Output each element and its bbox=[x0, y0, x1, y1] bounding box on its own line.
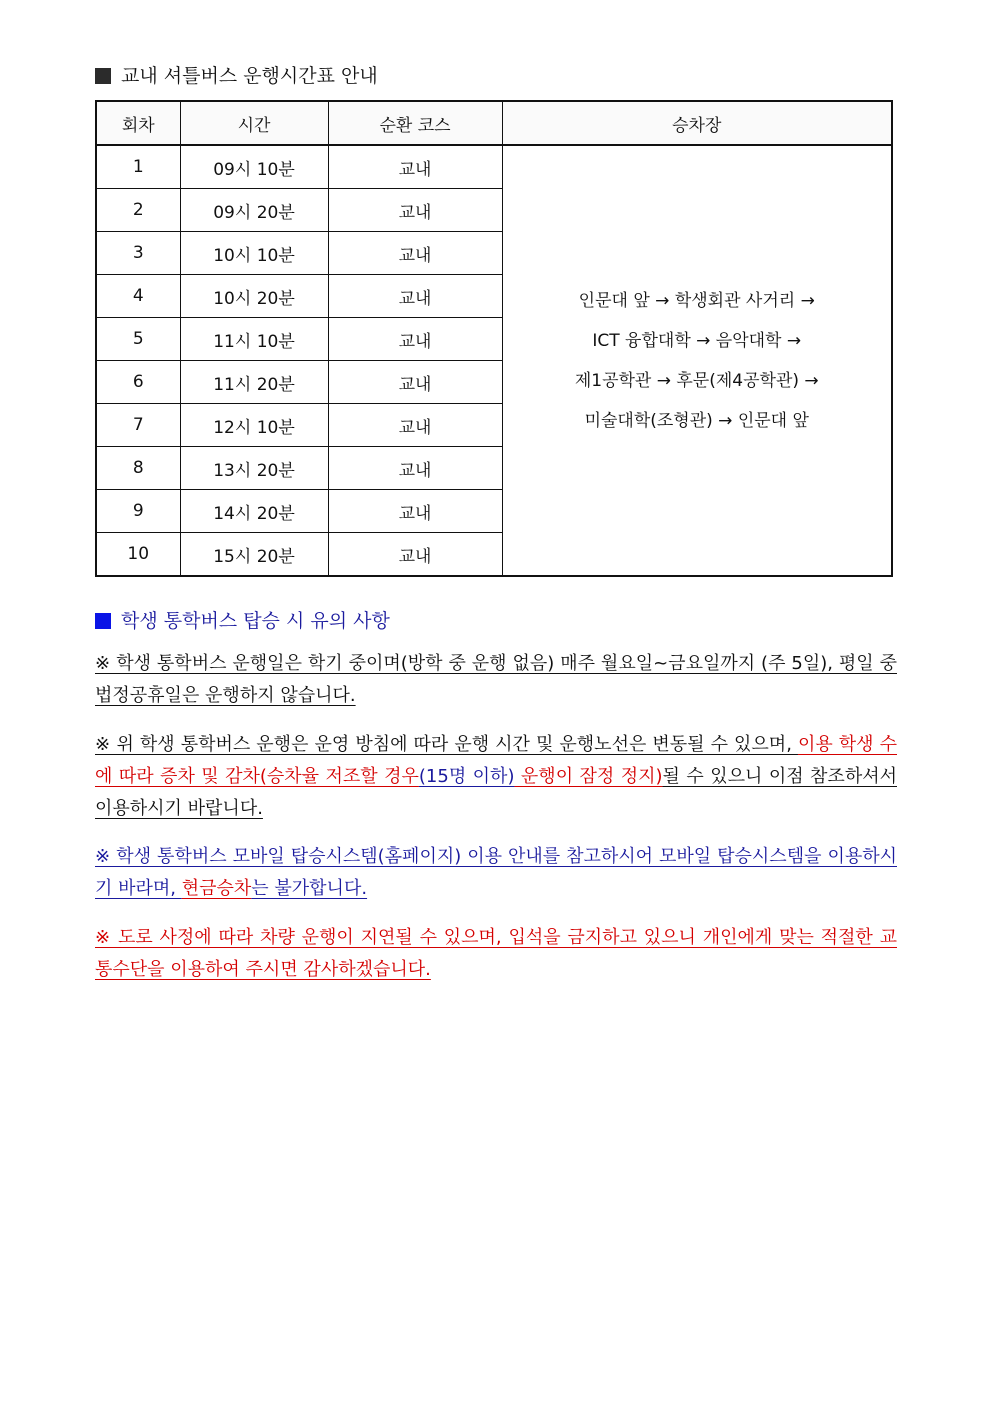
route-line: 미술대학(조형관) → 인문대 앞 bbox=[584, 410, 809, 431]
note2-part-e: 될 수 있으니 이점 참조하셔서 이용하시기 바랍니다. bbox=[95, 766, 897, 819]
time-cell: 11시 10분 bbox=[180, 318, 328, 361]
round-cell: 10 bbox=[96, 533, 180, 577]
round-cell: 9 bbox=[96, 490, 180, 533]
header-stop: 승차장 bbox=[502, 101, 892, 145]
route-line: 제1공학관 → 후문(제4공학관) → bbox=[574, 370, 819, 391]
course-cell: 교내 bbox=[328, 189, 502, 232]
round-cell: 8 bbox=[96, 447, 180, 490]
notice-section-title bbox=[95, 609, 390, 633]
round-cell: 5 bbox=[96, 318, 180, 361]
course-cell: 교내 bbox=[328, 145, 502, 189]
time-cell: 14시 20분 bbox=[180, 490, 328, 533]
route-line: ICT 융합대학 → 음악대학 → bbox=[592, 330, 802, 351]
header-course: 순환 코스 bbox=[328, 101, 502, 145]
note3-part-a: ※ 학생 통학버스 모바일 탑승시스템(홈페이지) 이용 안내를 참고하시어 모바일 탑승시스템을 이용하시기 바라며, bbox=[95, 846, 897, 899]
header-round: 회차 bbox=[96, 101, 180, 145]
note2-part-b: 이용 학생 수에 따라 증차 및 감차(승차율 저조할 경우 bbox=[95, 734, 897, 787]
shuttle-section-title bbox=[95, 64, 378, 88]
round-cell: 6 bbox=[96, 361, 180, 404]
header-time: 시간 bbox=[180, 101, 328, 145]
time-cell: 15시 20분 bbox=[180, 533, 328, 577]
note2-part-d: 운행이 잠정 정지) bbox=[514, 766, 663, 787]
round-cell: 7 bbox=[96, 404, 180, 447]
time-cell: 13시 20분 bbox=[180, 447, 328, 490]
notice-mobile-boarding bbox=[95, 841, 897, 905]
note2-part-a: ※ 위 학생 통학버스 운행은 운영 방침에 따라 운행 시간 및 운행노선은 변동될 수 있으며, bbox=[95, 734, 798, 755]
note4-text: ※ 도로 사정에 따라 차량 운행이 지연될 수 있으며, 입석을 금지하고 있으니 개인에게 맞는 적절한 교통수단을 이용하여 주시면 감사하겠습니다. bbox=[95, 927, 897, 980]
route-line: 인문대 앞 → 학생회관 사거리 → bbox=[578, 290, 815, 311]
course-cell: 교내 bbox=[328, 533, 502, 577]
note3-part-b: 현금승차 bbox=[181, 878, 252, 899]
course-cell: 교내 bbox=[328, 275, 502, 318]
round-cell: 3 bbox=[96, 232, 180, 275]
round-cell: 1 bbox=[96, 145, 180, 189]
notice-schedule-changes bbox=[95, 729, 897, 825]
notice-road-conditions bbox=[95, 922, 897, 986]
round-cell: 4 bbox=[96, 275, 180, 318]
blue-square-bullet bbox=[95, 613, 111, 629]
notice-title-text: 학생 통학버스 탑승 시 유의 사항 bbox=[121, 610, 390, 632]
route-cell bbox=[502, 145, 892, 576]
course-cell: 교내 bbox=[328, 232, 502, 275]
black-square-bullet bbox=[95, 68, 111, 84]
note1-text: ※ 학생 통학버스 운행일은 학기 중이며(방학 중 운행 없음) 매주 월요일~금요일까지 (주 5일), 평일 중 법정공휴일은 운행하지 않습니다. bbox=[95, 653, 897, 706]
notice-operating-days bbox=[95, 648, 897, 712]
time-cell: 10시 10분 bbox=[180, 232, 328, 275]
time-cell: 09시 20분 bbox=[180, 189, 328, 232]
course-cell: 교내 bbox=[328, 447, 502, 490]
course-cell: 교내 bbox=[328, 490, 502, 533]
time-cell: 12시 10분 bbox=[180, 404, 328, 447]
table-row bbox=[96, 145, 892, 189]
course-cell: 교내 bbox=[328, 404, 502, 447]
time-cell: 09시 10분 bbox=[180, 145, 328, 189]
table-header-row bbox=[96, 101, 892, 145]
round-cell: 2 bbox=[96, 189, 180, 232]
shuttle-schedule-table bbox=[95, 100, 893, 577]
time-cell: 11시 20분 bbox=[180, 361, 328, 404]
shuttle-title-text: 교내 셔틀버스 운행시간표 안내 bbox=[121, 65, 378, 87]
course-cell: 교내 bbox=[328, 318, 502, 361]
course-cell: 교내 bbox=[328, 361, 502, 404]
note2-part-c: (15명 이하) bbox=[418, 766, 515, 787]
note3-part-c: 는 불가합니다. bbox=[251, 878, 368, 899]
time-cell: 10시 20분 bbox=[180, 275, 328, 318]
